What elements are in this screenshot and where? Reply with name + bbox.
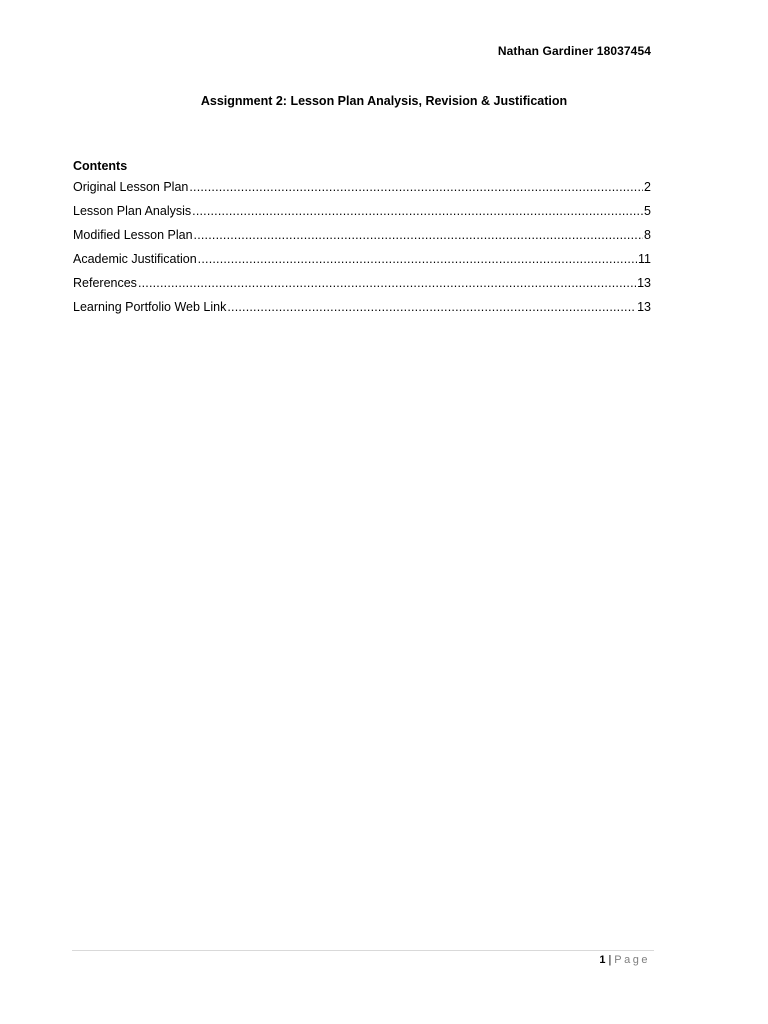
- footer-page-number: 1: [599, 954, 606, 966]
- header-author: Nathan Gardiner 18037454: [497, 44, 651, 58]
- toc-list: [73, 179, 651, 315]
- toc-heading: Contents: [73, 159, 128, 173]
- footer-separator: |: [608, 954, 612, 966]
- toc-dot-leader: [138, 275, 636, 291]
- toc-entry-modified-lesson-plan[interactable]: [73, 227, 651, 243]
- toc-entry-label: Original Lesson Plan: [73, 180, 189, 194]
- page-footer: [599, 953, 650, 967]
- toc-entry-page: 2: [644, 180, 651, 194]
- toc-entry-label: Modified Lesson Plan: [73, 228, 193, 242]
- footer-divider: [72, 950, 654, 951]
- toc-entry-page: 5: [644, 204, 651, 218]
- toc-entry-references[interactable]: [73, 275, 651, 291]
- footer-page-word: Page: [614, 954, 650, 966]
- toc-dot-leader: [189, 179, 643, 195]
- toc-entry-label: Learning Portfolio Web Link: [73, 300, 227, 314]
- toc-entry-page: 8: [644, 228, 651, 242]
- toc-entry-lesson-plan-analysis[interactable]: [73, 203, 651, 219]
- toc-entry-label: Lesson Plan Analysis: [73, 204, 192, 218]
- toc-entry-original-lesson-plan[interactable]: [73, 179, 651, 195]
- toc-dot-leader: [192, 203, 643, 219]
- toc-entry-learning-portfolio-web-link[interactable]: [73, 299, 651, 315]
- toc-entry-page: 13: [637, 300, 651, 314]
- toc-entry-label: References: [73, 276, 137, 290]
- toc-dot-leader: [194, 227, 644, 243]
- toc-dot-leader: [198, 251, 637, 267]
- document-title: Assignment 2: Lesson Plan Analysis, Revision & Justification: [200, 94, 568, 108]
- toc-entry-academic-justification[interactable]: [73, 251, 651, 267]
- toc-dot-leader: [227, 299, 636, 315]
- toc-entry-page: 13: [637, 276, 651, 290]
- toc-entry-label: Academic Justification: [73, 252, 197, 266]
- table-of-contents: [73, 158, 651, 323]
- toc-entry-page: 11: [638, 252, 651, 266]
